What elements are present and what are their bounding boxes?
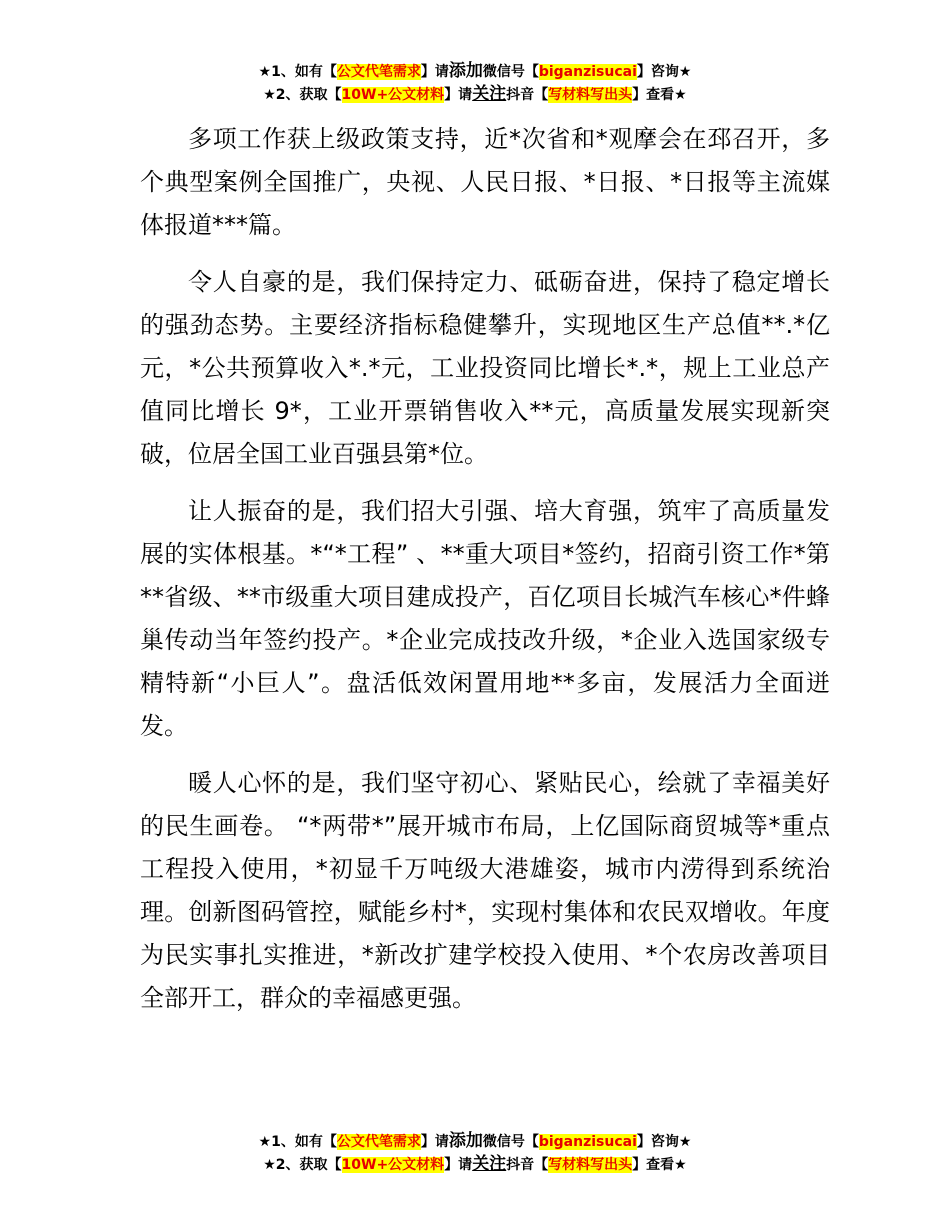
- promo-text: 】查看★: [632, 87, 687, 103]
- promo-highlight: 公文代笔需求: [336, 64, 421, 80]
- wechat-id-highlight: biganzisucai: [538, 64, 637, 80]
- promo-text: ★1、如有【: [258, 1134, 337, 1150]
- promo-text: ★2、获取【: [263, 87, 342, 103]
- wechat-id-highlight: biganzisucai: [538, 1134, 637, 1150]
- promo-text: 】咨询★: [636, 1134, 692, 1150]
- promo-emphasis: 关注: [472, 1154, 507, 1174]
- promo-text: ★2、获取【: [263, 1157, 342, 1173]
- promo-text: 微信号【: [482, 1134, 539, 1150]
- paragraph: 暖人心怀的是，我们坚守初心、紧贴民心，绘就了幸福美好的民生画卷。 “*两带*”展开城市布局，上亿国际商贸城等*重点工程投入使用，*初显千万吨级大港雄姿，城市内涝得到系统治理。创新图码管控，赋能乡村*，实现村集体和农民双增收。年度为民实事扎实推进，*新改扩建学校投入使用、*个农房改善项目全部开工，群众的幸福感更强。: [140, 769, 830, 1012]
- paragraph: 多项工作获上级政策支持，近*次省和*观摩会在邳召开，多个典型案例全国推广，央视、人民日报、*日报、*日报等主流媒体报道***篇。: [140, 125, 830, 239]
- promo-line-1: [0, 1130, 950, 1153]
- paragraph: 令人自豪的是，我们保持定力、砥砺奋进，保持了稳定增长的强劲态势。主要经济指标稳健攀升，实现地区生产总值**.*亿元，*公共预算收入*.*元，工业投资同比增长*.*，规上工业总产值同比增长 9*，工业开票销售收入**元，高质量发展实现新突破，位居全国工业百强县第*位。: [140, 268, 830, 468]
- article-body: [140, 118, 830, 1034]
- promo-text: 】请: [444, 1157, 473, 1173]
- promo-text: 】查看★: [632, 1157, 687, 1173]
- promo-emphasis: 添加: [448, 61, 483, 81]
- promo-highlight: 公文代笔需求: [336, 1134, 421, 1150]
- promo-highlight: 10W+公文材料: [341, 1157, 445, 1173]
- promo-text: 抖音【: [506, 1157, 549, 1173]
- promo-emphasis: 添加: [448, 1131, 483, 1151]
- promo-text: 】请: [420, 64, 449, 80]
- promo-header: [0, 60, 950, 106]
- paragraph: 让人振奋的是，我们招大引强、培大育强，筑牢了高质量发展的实体根基。*“*工程” 、**重大项目*签约，招商引资工作*第**省级、**市级重大项目建成投产，百亿项目长城汽车核心*件蜂巢传动当年签约投产。*企业完成技改升级，*企业入选国家级专精特新“小巨人”。盘活低效闲置用地**多亩，发展活力全面迸发。: [140, 497, 830, 740]
- promo-line-2: [0, 83, 950, 106]
- promo-footer: [0, 1130, 950, 1176]
- promo-text: 微信号【: [482, 64, 539, 80]
- douyin-id-highlight: 写材料写出头: [548, 1157, 633, 1173]
- promo-emphasis: 关注: [472, 84, 507, 104]
- promo-text: 】请: [444, 87, 473, 103]
- promo-line-1: [0, 60, 950, 83]
- douyin-id-highlight: 写材料写出头: [548, 87, 633, 103]
- promo-highlight: 10W+公文材料: [341, 87, 445, 103]
- promo-text: ★1、如有【: [258, 64, 337, 80]
- promo-text: 】咨询★: [636, 64, 692, 80]
- promo-text: 】请: [420, 1134, 449, 1150]
- promo-text: 抖音【: [506, 87, 549, 103]
- promo-line-2: [0, 1153, 950, 1176]
